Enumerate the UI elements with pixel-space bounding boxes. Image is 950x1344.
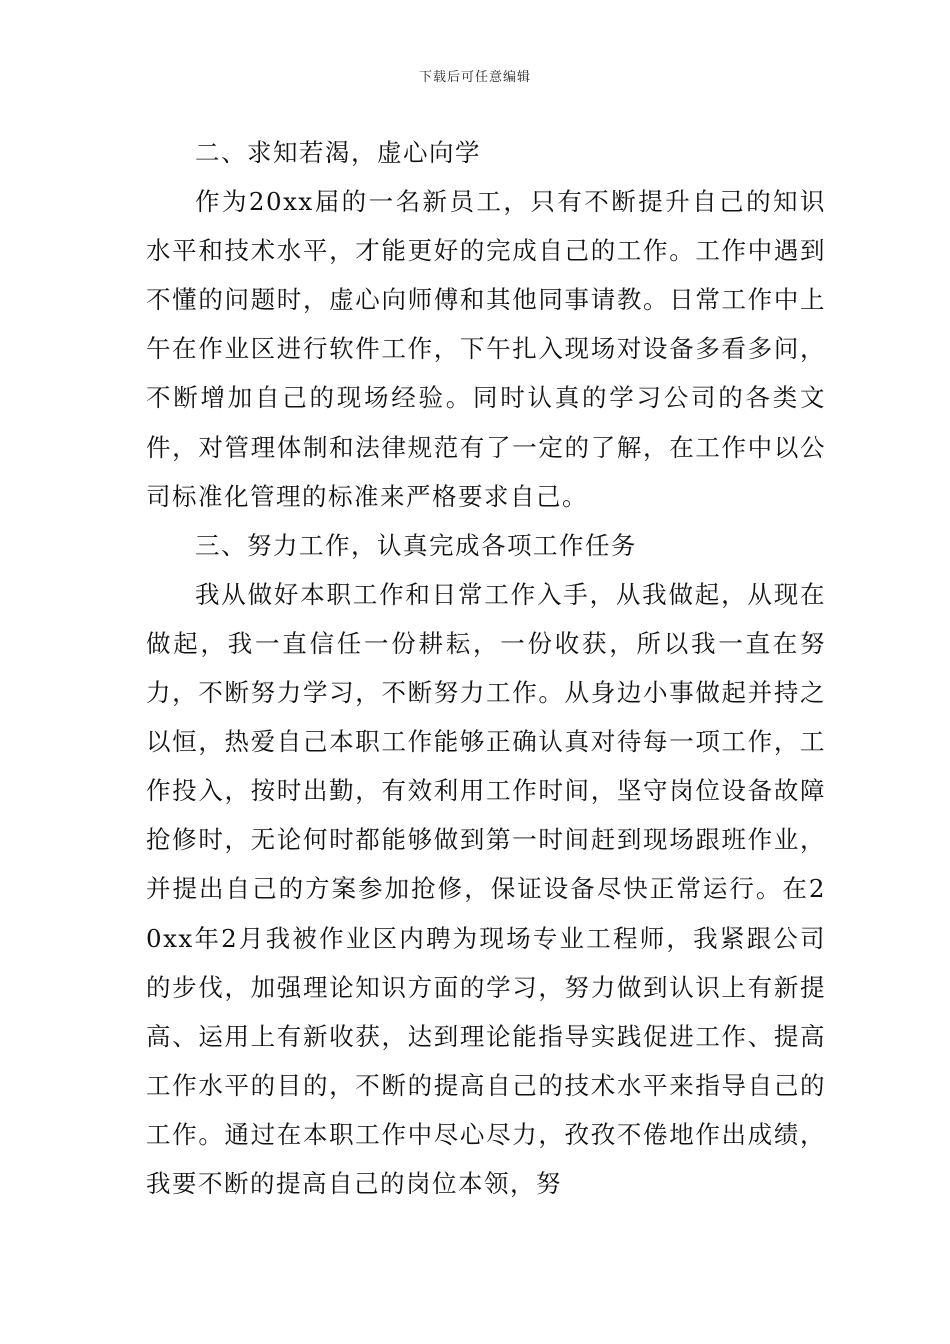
- body-paragraph-1: 作为20xx届的一名新员工，只有不断提升自己的知识水平和技术水平，才能更好的完成自己的工作。工作中遇到不懂的问题时，虚心向师傅和其他同事请教。日常工作中上午在作业区进行软件工作，下午扎入现场对设备多看多问，不断增加自己的现场经验。同时认真的学习公司的各类文件，对管理体制和法律规范有了一定的了解，在工作中以公司标准化管理的标准来严格要求自己。: [146, 187, 826, 511]
- page-header: 下载后可任意编辑: [418, 70, 531, 85]
- section-heading-3: 三、努力工作，认真完成各项工作任务: [195, 530, 637, 560]
- section-heading-2: 二、求知若渴，虚心向学: [195, 138, 481, 167]
- document-body: [146, 128, 826, 1208]
- body-paragraph-2: 我从做好本职工作和日常工作入手，从我做起，从现在做起，我一直信任一份耕耘，一份收获，所以我一直在努力，不断努力学习，不断努力工作。从身边小事做起并持之以恒，热爱自己本职工作能够正确认真对待每一项工作，工作投入，按时出勤，有效利用工作时间，坚守岗位设备故障抢修时，无论何时都能够做到第一时间赶到现场跟班作业，并提出自己的方案参加抢修，保证设备尽快正常运行。在20xx年2月我被作业区内聘为现场专业工程师，我紧跟公司的步伐，加强理论知识方面的学习，努力做到认识上有新提高、运用上有新收获，达到理论能指导实践促进工作、提高工作水平的目的，不断的提高自己的技术水平来指导自己的工作。通过在本职工作中尽心尽力，孜孜不倦地作出成绩，我要不断的提高自己的岗位本领，努: [146, 579, 826, 1198]
